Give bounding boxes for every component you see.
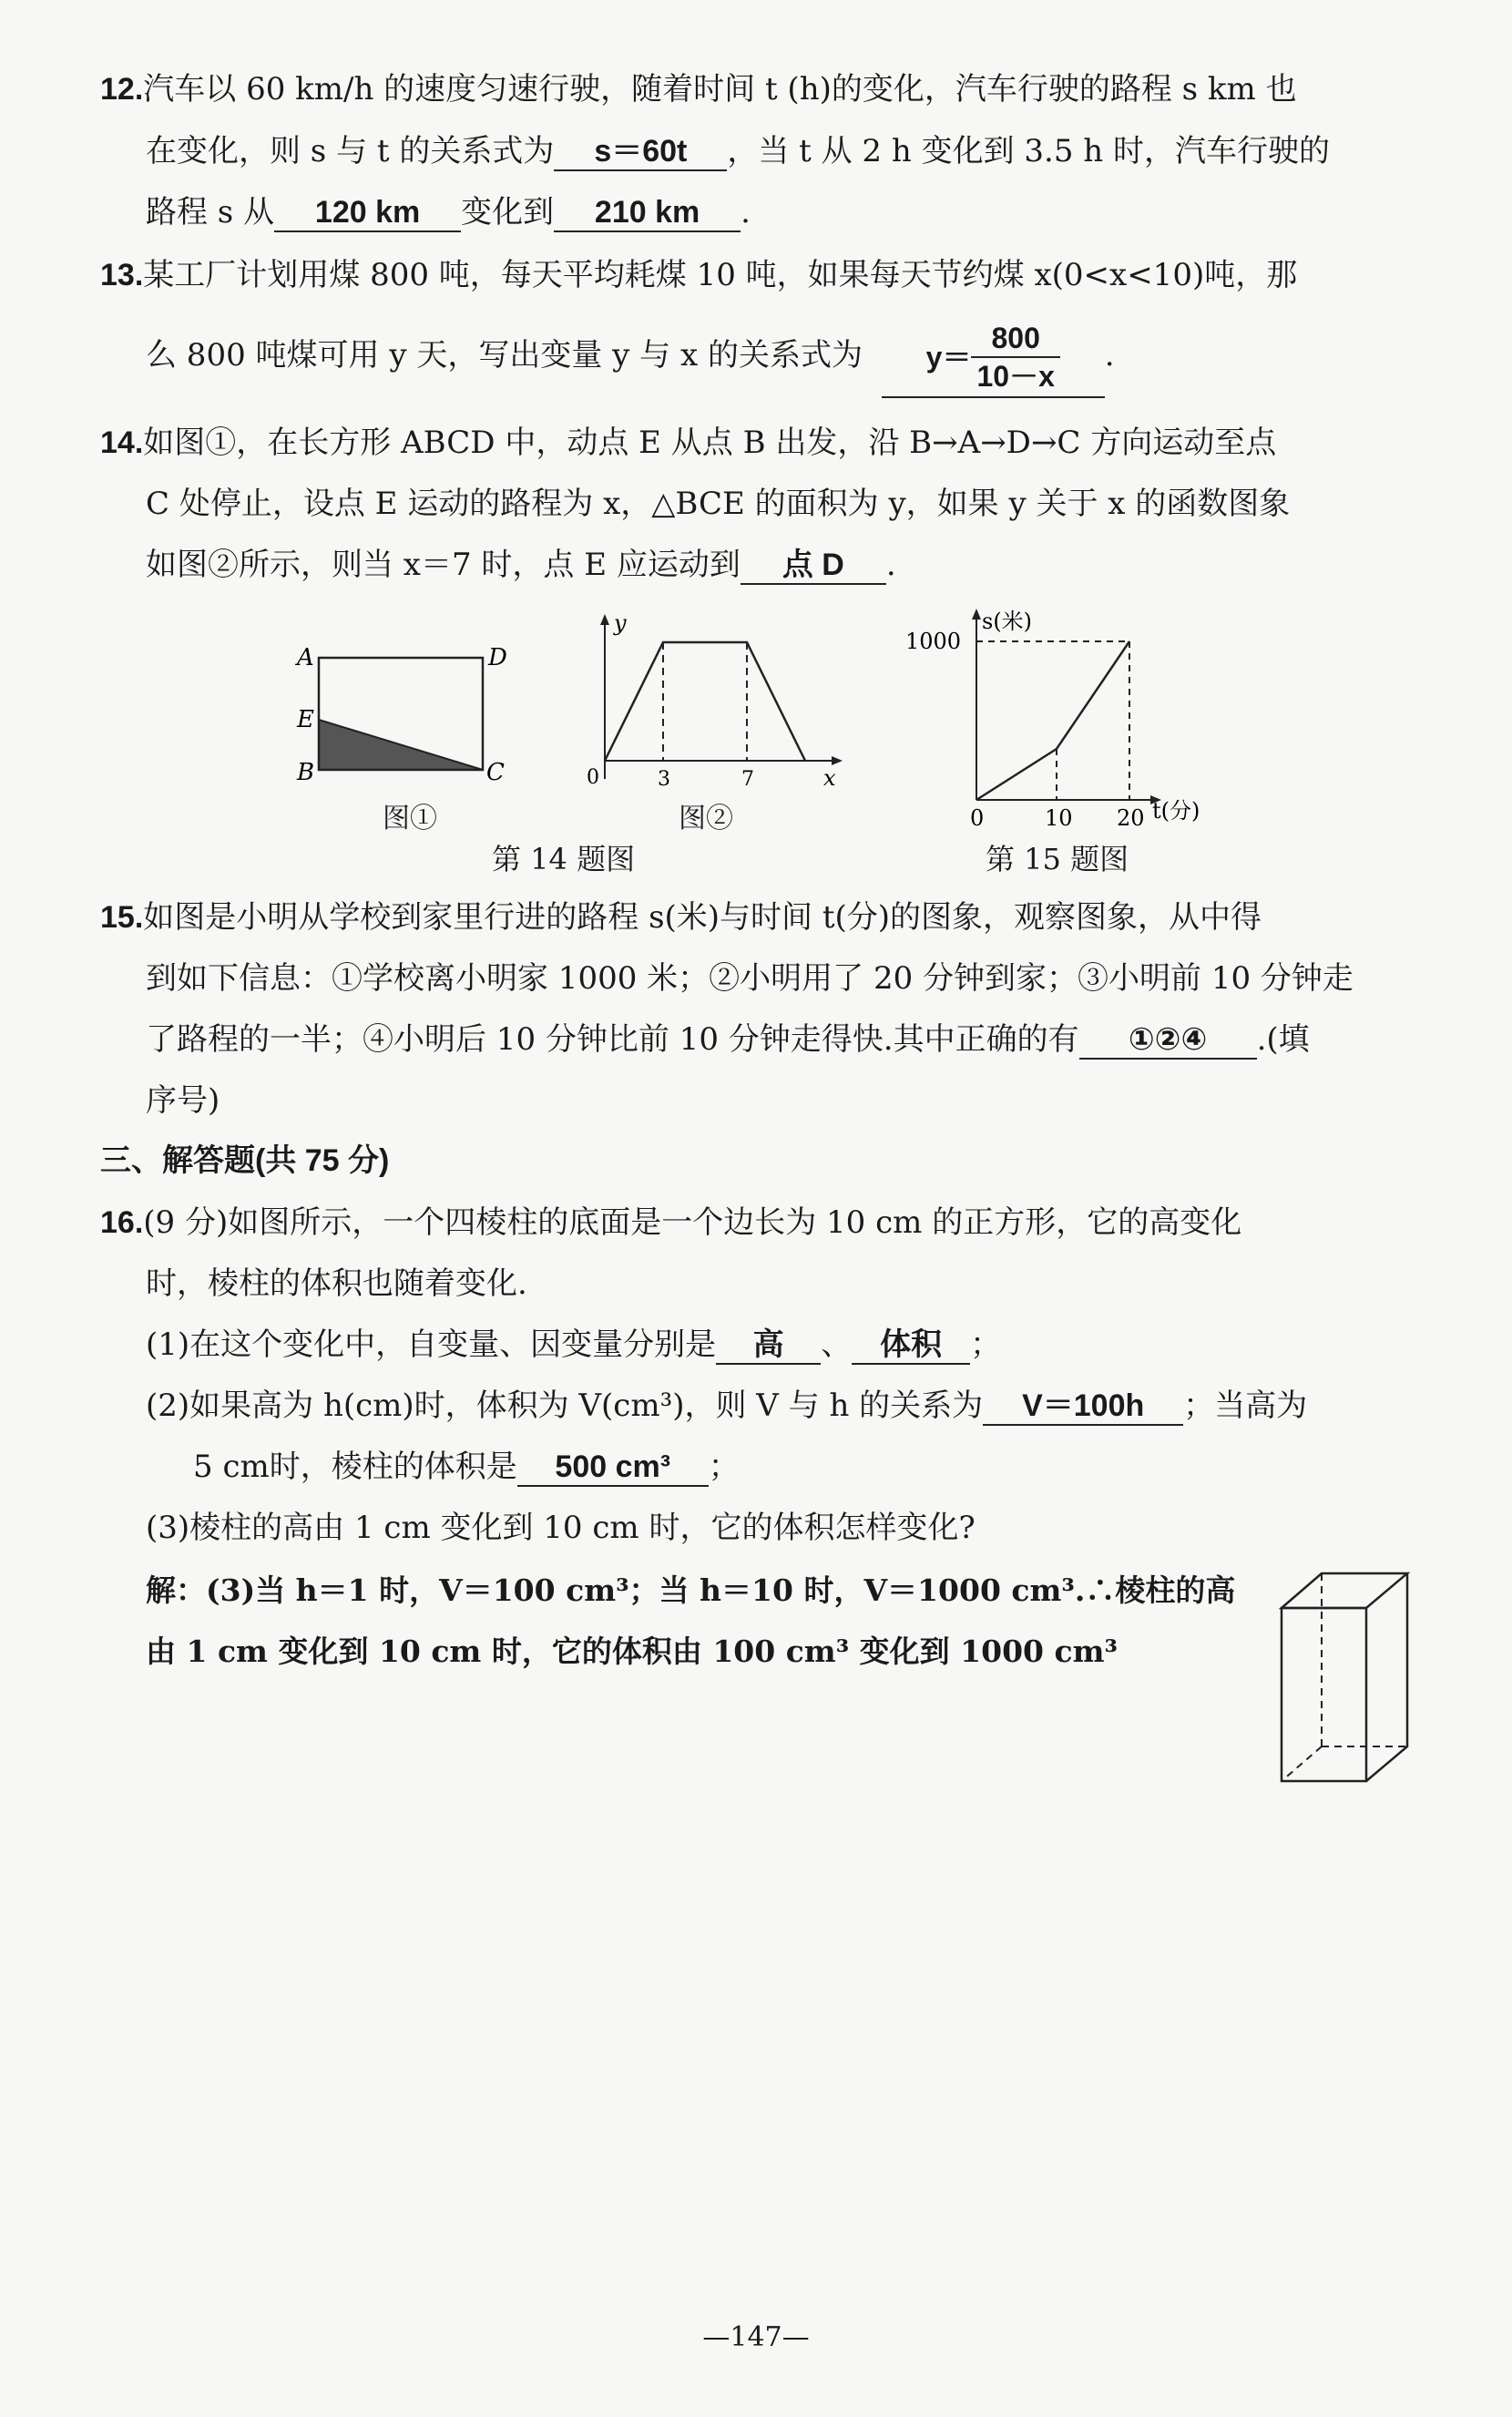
q12-text3b: 变化到: [461, 194, 555, 230]
q16-part2-text-b: ；当高为: [1183, 1388, 1308, 1424]
q15-line4: [146, 1079, 220, 1122]
q14-text2: C 处停止，设点 E 运动的路程为 x，△BCE 的面积为 y，如果 y 关于 x 的函数图象: [146, 486, 1291, 522]
fig14-label-d: D: [488, 644, 507, 671]
q16-part1: [146, 1323, 1001, 1367]
fig14-caption-2: 图②: [679, 803, 733, 835]
q15-text3a: 了路程的一半；④小明后 10 分钟比前 10 分钟走得快.其中正确的有: [146, 1021, 1079, 1058]
q16-number: 16.: [100, 1205, 144, 1240]
q12-text2a: 在变化，则 s 与 t 的关系式为: [146, 133, 555, 169]
fig15-ytick-1000: 1000: [905, 629, 962, 654]
fig14-rectangle-diagram: [291, 638, 528, 793]
q14-text1: 如图①，在长方形 ABCD 中，动点 E 从点 B 出发，沿 B→A→D→C 方向运动至点: [143, 425, 1277, 461]
q12-number: 12.: [100, 72, 144, 107]
q15-text4: 序号): [146, 1082, 220, 1119]
q12-text3a: 路程 s 从: [146, 194, 275, 230]
q14-line2: [146, 482, 1290, 526]
q16-part1-text: (1)在这个变化中，自变量、因变量分别是: [146, 1326, 717, 1363]
q16-answer-relation: V＝100h: [983, 1388, 1183, 1426]
q15-line3: [146, 1018, 1310, 1061]
q15-number: 15.: [100, 900, 144, 935]
q12-line2: [146, 129, 1330, 173]
fig15-xtick-10: 10: [1045, 805, 1073, 829]
q15-text1: 如图是小明从学校到家里行进的路程 s(米)与时间 t(分)的图象，观察图象，从中得: [143, 899, 1262, 936]
fig15-xlabel: t(分): [1152, 798, 1200, 824]
fig14-x-arrow: [832, 756, 843, 765]
q16-solution-text2: 由 1 cm 变化到 10 cm 时，它的体积由 100 cm³ 变化到 1000 cm³: [146, 1634, 1118, 1669]
q13-line2: [146, 314, 1115, 398]
q16-text2: 时，棱柱的体积也随着变化.: [146, 1265, 527, 1302]
prism-right-face: [1366, 1573, 1407, 1781]
q13-text2b: .: [1104, 337, 1115, 374]
q12-line3: [146, 190, 751, 234]
q12-answer-relation: s＝60t: [554, 133, 727, 171]
q16-part2-end: ；: [708, 1449, 740, 1485]
fig14-graph-xlabel: x: [823, 765, 836, 791]
q13-answer-fraction: [971, 320, 1059, 394]
q12-text2b: ，当 t 从 2 h 变化到 3.5 h 时，汽车行驶的: [727, 133, 1330, 169]
fig15-xtick-20: 20: [1117, 805, 1145, 829]
q13-text1: 某工厂计划用煤 800 吨，每天平均耗煤 10 吨，如果每天节约煤 x(0<x<10)吨，那: [143, 257, 1298, 293]
q14-line1: [100, 421, 1276, 465]
fig15-ylabel: s(米): [982, 609, 1033, 634]
q13-fraction-denominator: 10－x: [976, 360, 1055, 393]
fig14-graph-tick-3: 3: [658, 768, 670, 791]
q14-text3a: 如图②所示，则当 x＝7 时，点 E 应运动到: [146, 547, 741, 583]
q13-number: 13.: [100, 258, 144, 292]
prism-top-face: [1282, 1573, 1407, 1608]
q16-part3: [146, 1506, 976, 1550]
q16-part2-text: (2)如果高为 h(cm)时，体积为 V(cm³)，则 V 与 h 的关系为: [146, 1388, 984, 1424]
q13-fraction-numerator: 800: [971, 320, 1059, 358]
fig14-graph-line: [605, 642, 805, 761]
fig14-graph-ylabel: y: [614, 610, 627, 636]
q13-text2a: 么 800 吨煤可用 y 天，写出变量 y 与 x 的关系式为: [146, 337, 863, 374]
q16-line2: [146, 1262, 527, 1306]
q16-text1: (9 分)如图所示，一个四棱柱的底面是一个边长为 10 cm 的正方形，它的高变化: [143, 1204, 1242, 1241]
q12-text3c: .: [741, 194, 751, 230]
section-heading: 三、解答题(共 75 分): [100, 1143, 390, 1178]
fig15-y-arrow: [972, 609, 981, 620]
q15-line2: [146, 957, 1354, 1000]
fig14-label-e: E: [297, 706, 314, 733]
q16-answer-independent: 高: [716, 1326, 821, 1365]
q14-number: 14.: [100, 425, 144, 460]
fig14-label-c: C: [486, 759, 505, 786]
q12-text1: 汽车以 60 km/h 的速度匀速行驶，随着时间 t (h)的变化，汽车行驶的路程 s km 也: [143, 71, 1297, 108]
q16-part1-end: ；: [970, 1326, 1002, 1363]
q16-part2: [146, 1384, 1307, 1428]
fig14-caption: 第 14 题图: [492, 842, 636, 876]
fig14-label-b: B: [297, 759, 315, 786]
q15-line1: [100, 896, 1262, 939]
fig14-graph-origin: 0: [587, 766, 599, 789]
q14-answer: 点 D: [741, 547, 886, 585]
q15-text3b: .(填: [1256, 1021, 1310, 1058]
page-number: —147—: [702, 2321, 810, 2353]
q16-answer-dependent: 体积: [852, 1326, 970, 1365]
q13-line1: [100, 253, 1297, 297]
q12-answer-to: 210 km: [554, 194, 741, 232]
fig15-xtick-0: 0: [970, 805, 985, 829]
q15-text2: 到如下信息：①学校离小明家 1000 米；②小明用了 20 分钟到家；③小明前 10 分钟走: [146, 960, 1354, 997]
q14-line3: [146, 543, 896, 587]
q12-answer-from: 120 km: [274, 194, 461, 232]
q13-answer: [882, 314, 1105, 398]
q12-line1: [100, 67, 1297, 111]
q16-part3-text: (3)棱柱的高由 1 cm 变化到 10 cm 时，它的体积怎样变化?: [146, 1510, 976, 1546]
q15-answer: ①②④: [1079, 1021, 1257, 1060]
q16-part2-cont: [193, 1445, 740, 1489]
q16-solution-line1: [146, 1569, 1235, 1613]
prism-hidden-diagonal: [1282, 1746, 1322, 1781]
prism-front-face: [1282, 1608, 1366, 1781]
q16-solution-line2: [146, 1630, 1118, 1674]
q16-solution-text1: 解：(3)当 h＝1 时，V＝100 cm³；当 h＝10 时，V＝1000 cm³.∴棱柱的高: [146, 1572, 1236, 1608]
fig15-graph-line: [976, 641, 1129, 800]
q13-answer-lhs: y＝: [925, 341, 972, 374]
fig14-function-graph: [583, 610, 856, 793]
q16-part2-text-c: 5 cm时，棱柱的体积是: [193, 1449, 517, 1485]
fig15-distance-time-graph: [902, 601, 1230, 829]
fig14-label-a: A: [297, 644, 314, 671]
q16-line1: [100, 1201, 1241, 1244]
q16-prism-figure: [1271, 1562, 1416, 1799]
fig14-graph-tick-7: 7: [741, 768, 754, 791]
fig15-caption: 第 15 题图: [986, 842, 1129, 876]
q16-part1-separator: 、: [821, 1326, 853, 1363]
q16-answer-volume: 500 cm³: [517, 1449, 709, 1487]
q14-text3b: .: [885, 547, 896, 583]
fig14-caption-1: 图①: [383, 803, 437, 835]
fig14-y-arrow: [600, 614, 609, 625]
